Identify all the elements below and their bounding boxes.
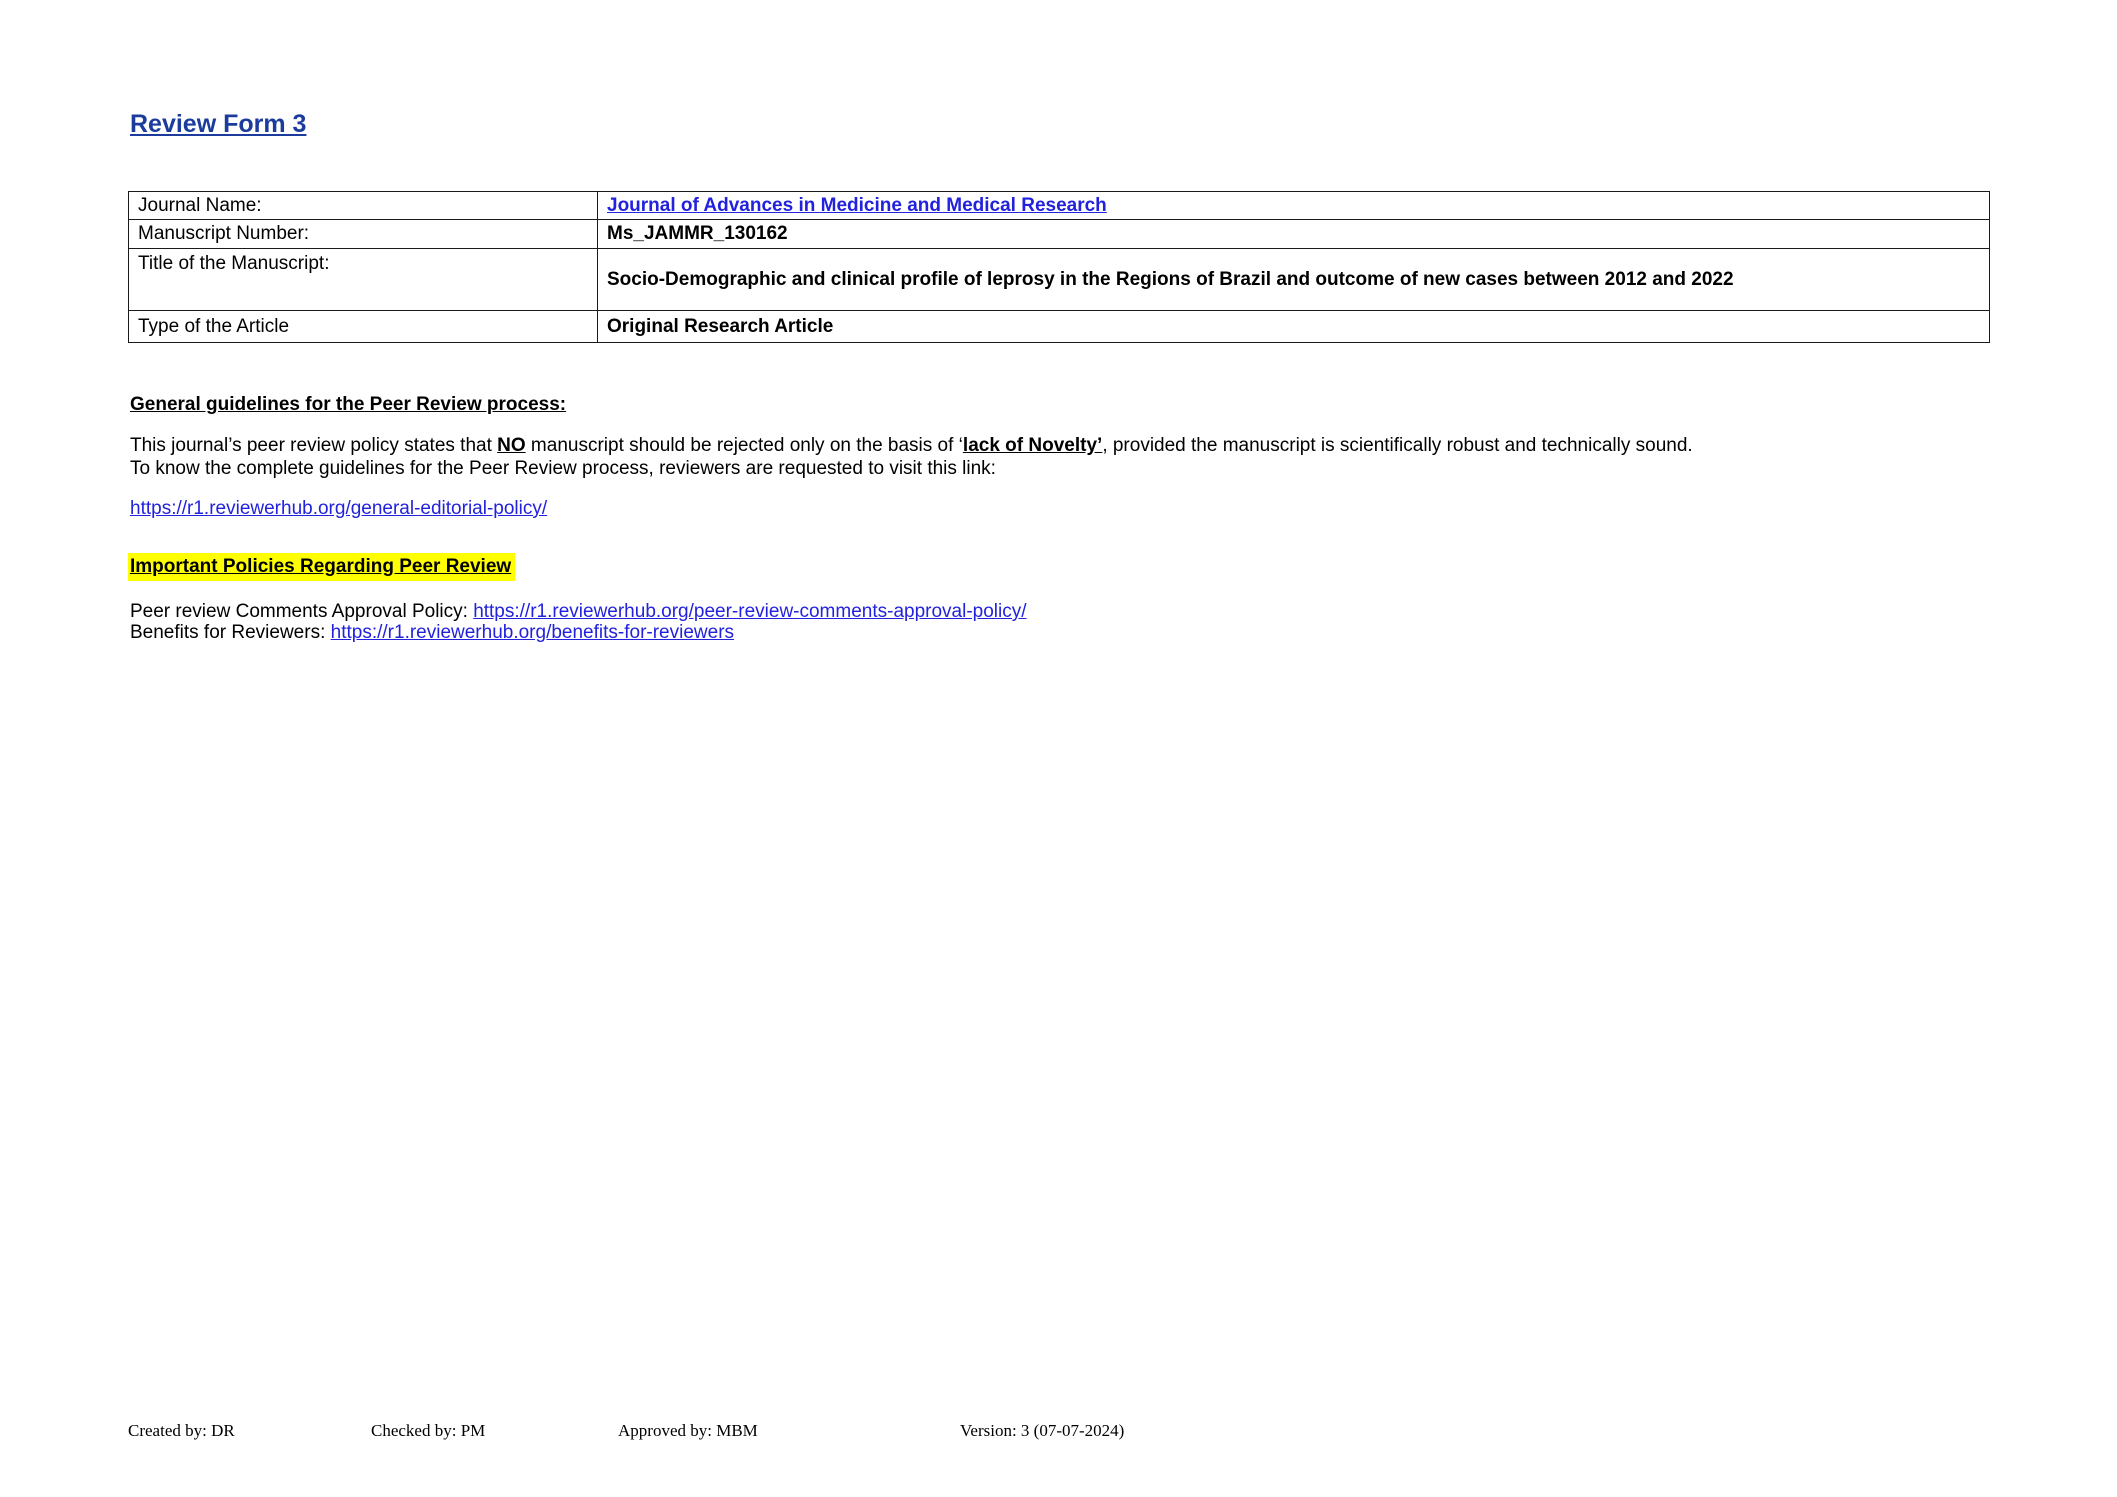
benefits-for-reviewers-label: Benefits for Reviewers: bbox=[130, 622, 331, 643]
general-editorial-policy-link[interactable]: https://r1.reviewerhub.org/general-editorial-policy/ bbox=[130, 498, 548, 519]
important-policies-heading-text: Important Policies Regarding Peer Review bbox=[128, 553, 515, 581]
manuscript-number-value: Ms_JAMMR_130162 bbox=[598, 220, 1990, 249]
table-row-manuscript-number bbox=[129, 220, 1990, 249]
comments-approval-policy-label: Peer review Comments Approval Policy: bbox=[130, 601, 474, 622]
manuscript-number-label: Manuscript Number: bbox=[129, 220, 598, 249]
journal-name-cell bbox=[598, 192, 1990, 220]
manuscript-info-table bbox=[128, 191, 1990, 343]
benefits-for-reviewers-link[interactable]: https://r1.reviewerhub.org/benefits-for-reviewers bbox=[330, 622, 735, 643]
footer-checked-by: Checked by: PM bbox=[371, 1421, 486, 1440]
table-row-article-type bbox=[129, 311, 1990, 343]
policy-text-no: NO bbox=[497, 435, 526, 456]
footer-version: Version: 3 (07-07-2024) bbox=[960, 1421, 1125, 1440]
table-row-journal-name bbox=[129, 192, 1990, 220]
important-policies-heading bbox=[128, 556, 515, 578]
manuscript-title-label: Title of the Manuscript: bbox=[129, 249, 598, 311]
table-row-manuscript-title bbox=[129, 249, 1990, 311]
article-type-label: Type of the Article bbox=[129, 311, 598, 343]
policy-text-suffix: , provided the manuscript is scientifically robust and technically sound. bbox=[1102, 435, 1693, 456]
comments-approval-policy-link[interactable]: https://r1.reviewerhub.org/peer-review-comments-approval-policy/ bbox=[473, 601, 1027, 622]
article-type-value: Original Research Article bbox=[598, 311, 1990, 343]
policy-text-mid: manuscript should be rejected only on the basis of ‘ bbox=[525, 435, 963, 456]
page-title: Review Form 3 bbox=[130, 110, 307, 138]
document-footer bbox=[0, 1421, 2117, 1445]
peer-review-policy-statement bbox=[130, 434, 1990, 480]
journal-name-label: Journal Name: bbox=[129, 192, 598, 220]
footer-created-by: Created by: DR bbox=[128, 1421, 235, 1440]
policy-text-line2: To know the complete guidelines for the Peer Review process, reviewers are requested to visit this link: bbox=[130, 458, 996, 479]
policy-links-block bbox=[130, 601, 1027, 643]
policy-text-novelty: lack of Novelty’ bbox=[962, 435, 1103, 456]
manuscript-title-value: Socio-Demographic and clinical profile of leprosy in the Regions of Brazil and outcome of new cases between 2012 and 2022 bbox=[598, 249, 1990, 311]
footer-approved-by: Approved by: MBM bbox=[618, 1421, 758, 1440]
journal-name-link[interactable]: Journal of Advances in Medicine and Medical Research bbox=[607, 194, 1107, 216]
policy-text-prefix: This journal’s peer review policy states that bbox=[130, 435, 498, 456]
general-editorial-policy-line bbox=[130, 498, 547, 520]
guidelines-heading: General guidelines for the Peer Review process: bbox=[130, 394, 567, 415]
